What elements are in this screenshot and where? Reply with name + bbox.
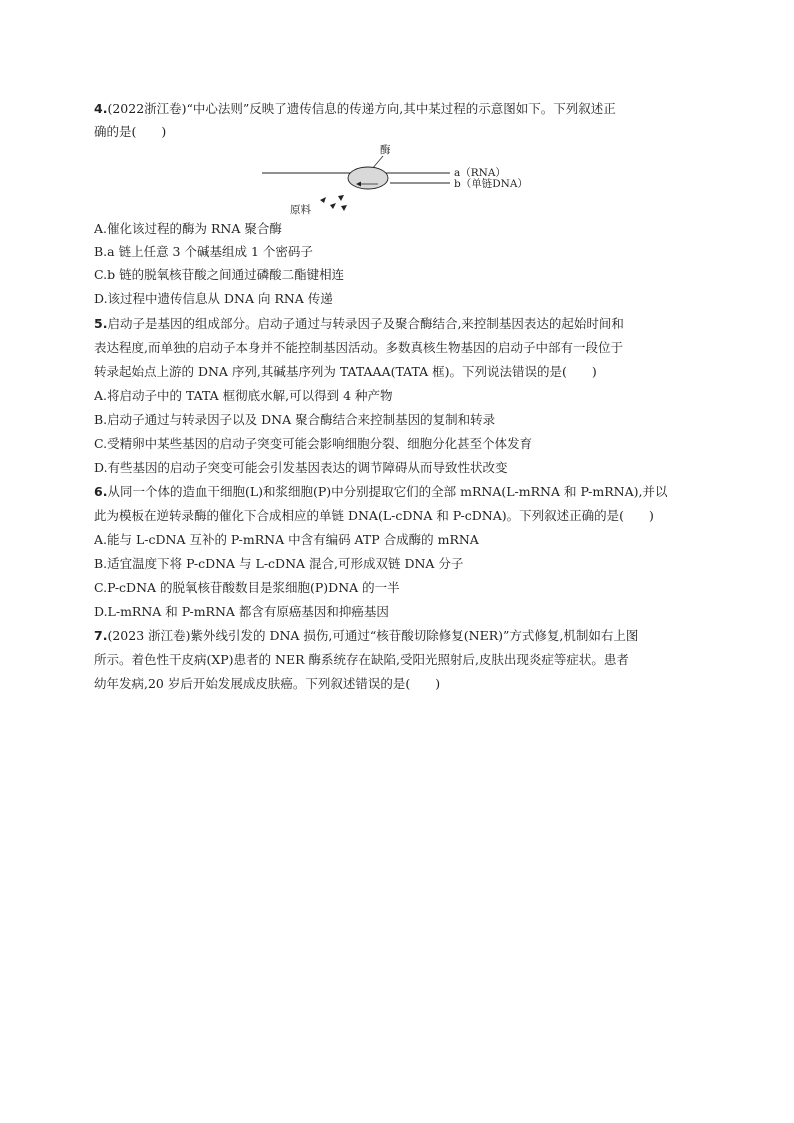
q4-option-c: C.b 链的脱氧核苷酸之间通过磷酸二酯键相连 (94, 267, 345, 282)
q6-option-d: D.L-mRNA 和 P-mRNA 都含有原癌基因和抑癌基因 (94, 604, 389, 619)
q5-option-a: A.将启动子中的 TATA 框彻底水解,可以得到 4 种产物 (94, 388, 393, 403)
q6-option-b: B.适宜温度下将 P-cDNA 与 L-cDNA 混合,可形成双链 DNA 分子 (94, 556, 464, 571)
q4-stem-line-1 (94, 100, 714, 118)
q6-stem-line-2: 此为模板在逆转录酶的催化下合成相应的单链 DNA(L-cDNA 和 P-cDNA)。下列叙述正确的是( ) (94, 508, 654, 523)
raw-material-label: 原料 (290, 204, 311, 216)
q5-stem-line-1 (94, 315, 714, 333)
nucleotide-shape (341, 205, 347, 211)
q7-stem-line-2: 所示。着色性干皮病(XP)患者的 NER 酶系统存在缺陷,受阳光照射后,皮肤出现炎症等症状。患者 (94, 652, 629, 667)
q4-option-a: A.催化该过程的酶为 RNA 聚合酶 (94, 221, 282, 236)
q5-option-d: D.有些基因的启动子突变可能会引发基因表达的调节障碍从而导致性状改变 (94, 460, 508, 475)
q5-stem-line-3: 转录起始点上游的 DNA 序列,其碱基序列为 TATAAA(TATA 框)。下列说法错误的是( ) (94, 364, 597, 379)
q4-transcription-diagram (250, 140, 560, 220)
q4-number: 4. (94, 101, 108, 116)
q4-option-d: D.该过程中遗传信息从 DNA 向 RNA 传递 (94, 291, 333, 306)
q5-stem-line-2: 表达程度,而单独的启动子本身并不能控制基因活动。多数真核生物基因的启动子中部有一段位于 (94, 340, 623, 355)
nucleotide-shape (330, 203, 336, 209)
q6-option-a: A.能与 L-cDNA 互补的 P-mRNA 中含有编码 ATP 合成酶的 mRNA (94, 532, 479, 547)
q6-stem-text-1: 从同一个体的造血干细胞(L)和浆细胞(P)中分别提取它们的全部 mRNA(L-mRNA 和 P-mRNA),并以 (107, 484, 668, 499)
q6-stem-line-1 (94, 483, 714, 501)
q6-option-c: C.P-cDNA 的脱氧核苷酸数目是浆细胞(P)DNA 的一半 (94, 580, 400, 595)
q6-number: 6. (94, 484, 108, 499)
q5-option-b: B.启动子通过与转录因子以及 DNA 聚合酶结合来控制基因的复制和转录 (94, 412, 496, 427)
q7-number: 7. (94, 628, 108, 643)
q4-stem-line-2: 确的是( ) (94, 124, 167, 139)
q7-stem-line-3: 幼年发病,20 岁后开始发展成皮肤癌。下列叙述错误的是( ) (94, 676, 441, 691)
q5-option-c: C.受精卵中某些基因的启动子突变可能会影响细胞分裂、细胞分化甚至个体发育 (94, 436, 533, 451)
enzyme-label: 酶 (380, 144, 391, 156)
q4-diagram-svg (250, 140, 560, 220)
q7-stem-line-1 (94, 627, 714, 645)
enzyme-ellipse (348, 167, 388, 189)
q4-stem-text-1: (2022浙江卷)“中心法则”反映了遗传信息的传递方向,其中某过程的示意图如下。下列叙述正 (107, 101, 616, 116)
nucleotide-shape (338, 195, 344, 201)
strand-b-label: b（单链DNA） (454, 178, 528, 190)
q7-stem-text-1: (2023 浙江卷)紫外线引发的 DNA 损伤,可通过“核苷酸切除修复(NER)”方式修复,机制如右上图 (107, 628, 639, 643)
nucleotide-shape (320, 197, 326, 203)
q5-stem-text-1: 启动子是基因的组成部分。启动子通过与转录因子及聚合酶结合,来控制基因表达的起始时间和 (107, 316, 624, 331)
q4-option-b: B.a 链上任意 3 个碱基组成 1 个密码子 (94, 244, 313, 259)
strand-a-label: a（RNA） (454, 167, 506, 179)
q5-number: 5. (94, 316, 108, 331)
